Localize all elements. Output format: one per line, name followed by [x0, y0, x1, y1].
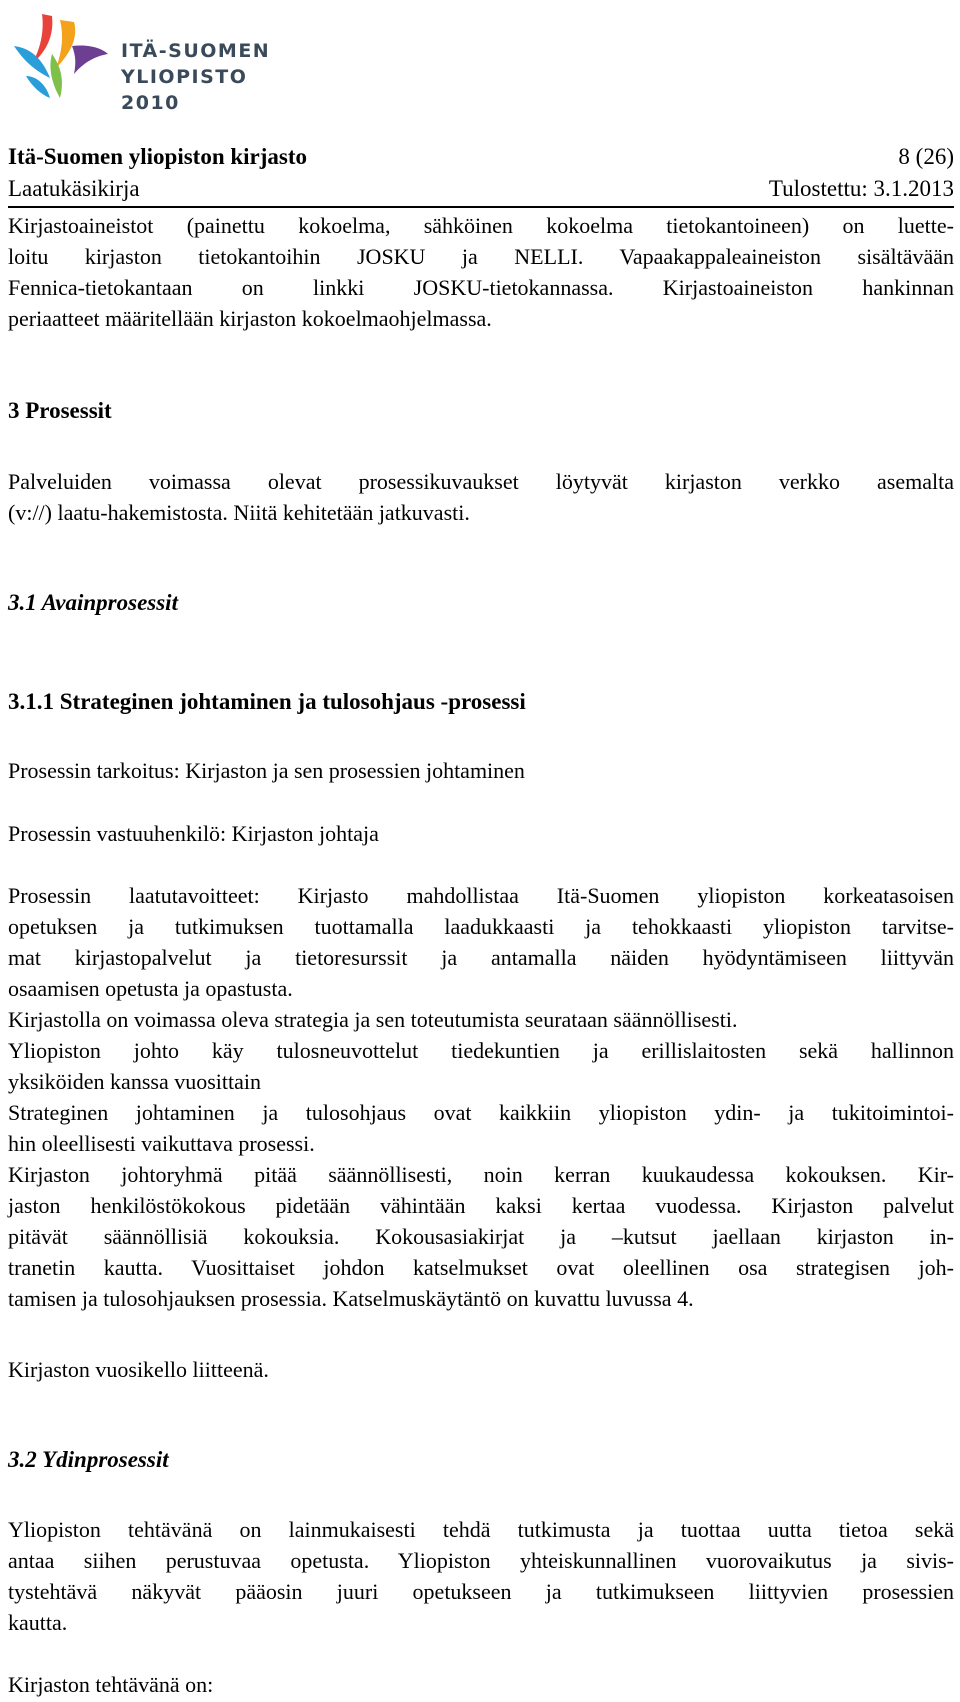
- heading-3-1-avainprosessit: 3.1 Avainprosessit: [8, 590, 178, 615]
- text-line: osaamisen opetusta ja opastusta.: [8, 976, 293, 1001]
- text-line: tystehtävä näkyvät pääosin juuri opetukseen ja tutkimukseen liittyvien prosessien: [8, 1579, 954, 1604]
- university-logo: [12, 6, 312, 114]
- text-line: periaatteet määritellään kirjaston kokoelmaohjelmassa.: [8, 306, 492, 331]
- processes-paragraph: [8, 466, 954, 528]
- intro-paragraph: [8, 210, 954, 334]
- text-line: pitävät säännöllisiä kokouksia. Kokousasiakirjat ja –kutsut jaellaan kirjaston in-: [8, 1224, 954, 1249]
- logo-line-2: YLIOPISTO 2010: [121, 66, 248, 114]
- library-tasks-lead: [8, 1669, 954, 1700]
- text-line: (v://) laatu-hakemistosta. Niitä kehitetään jatkuvasti.: [8, 500, 470, 525]
- heading-3-prosessit: 3 Prosessit: [8, 398, 112, 423]
- text-line: Palveluiden voimassa olevat prosessikuvaukset löytyvät kirjaston verkko asemalta: [8, 469, 954, 494]
- text-line: tranetin kautta. Vuosittaiset johdon katselmukset ovat oleellinen osa strategisen joh-: [8, 1255, 954, 1280]
- text-line: kautta.: [8, 1610, 68, 1635]
- text-line: Prosessin tarkoitus: Kirjaston ja sen prosessien johtaminen: [8, 758, 525, 783]
- text-line: Kirjaston vuosikello liitteenä.: [8, 1357, 269, 1382]
- annual-calendar-note: [8, 1354, 954, 1385]
- text-line: opetuksen ja tutkimuksen tuottamalla laadukkaasti ja tehokkaasti yliopiston tarvitse-: [8, 914, 954, 939]
- text-line: Fennica-tietokantaan on linkki JOSKU-tietokannassa. Kirjastoaineiston hankinnan: [8, 275, 954, 300]
- heading-3-1-1: 3.1.1 Strateginen johtaminen ja tulosohjaus -prosessi: [8, 689, 526, 714]
- text-line: antaa siihen perustuvaa opetusta. Yliopiston yhteiskunnallinen vuorovaikutus ja sivis-: [8, 1548, 954, 1573]
- text-line: jaston henkilöstökokous pidetään vähintään kaksi kertaa vuodessa. Kirjaston palvelut: [8, 1193, 954, 1218]
- text-line: Kirjastolla on voimassa oleva strategia ja sen toteutumista seurataan säännöllisesti.: [8, 1007, 738, 1032]
- logo-line-1: ITÄ-SUOMEN: [121, 40, 271, 62]
- logo-emblem-icon: [12, 6, 112, 106]
- process-owner: [8, 818, 954, 849]
- logo-text: [121, 38, 312, 116]
- text-line: mat kirjastopalvelut ja tietoresurssit ja antamalla näiden hyödyntämiseen liittyvän: [8, 945, 954, 970]
- header-title: Itä-Suomen yliopiston kirjasto: [8, 144, 308, 169]
- header-page-number: 8 (26): [898, 144, 954, 169]
- text-line: Yliopiston johto käy tulosneuvottelut tiedekuntien ja erillislaitosten sekä hallinnon: [8, 1038, 954, 1063]
- heading-3-2-ydinprosessit: 3.2 Ydinprosessit: [8, 1447, 169, 1472]
- header-doc-name: Laatukäsikirja: [8, 176, 140, 201]
- text-line: Kirjaston tehtävänä on:: [8, 1672, 214, 1697]
- text-line: Strateginen johtaminen ja tulosohjaus ovat kaikkiin yliopiston ydin- ja tukitoimintoi-: [8, 1100, 954, 1125]
- text-line: Prosessin laatutavoitteet: Kirjasto mahdollistaa Itä-Suomen yliopiston korkeatasoisen: [8, 883, 954, 908]
- text-line: loitu kirjaston tietokantoihin JOSKU ja NELLI. Vapaakappaleaineiston sisältävään: [8, 244, 954, 269]
- header-print-date: Tulostettu: 3.1.2013: [768, 176, 954, 201]
- quality-goals-paragraph: [8, 880, 954, 1314]
- text-line: yksiköiden kanssa vuosittain: [8, 1069, 261, 1094]
- process-purpose: [8, 755, 954, 786]
- header-divider: [8, 206, 954, 208]
- text-line: Yliopiston tehtävänä on lainmukaisesti tehdä tutkimusta ja tuottaa uutta tietoa sekä: [8, 1517, 954, 1542]
- text-line: Kirjastoaineistot (painettu kokoelma, sähköinen kokoelma tietokantoineen) on luette-: [8, 213, 954, 238]
- core-processes-paragraph: [8, 1514, 954, 1638]
- text-line: Kirjaston johtoryhmä pitää säännöllisesti, noin kerran kuukaudessa kokouksen. Kir-: [8, 1162, 954, 1187]
- text-line: tamisen ja tulosohjauksen prosessia. Katselmuskäytäntö on kuvattu luvussa 4.: [8, 1286, 694, 1311]
- text-line: Prosessin vastuuhenkilö: Kirjaston johtaja: [8, 821, 379, 846]
- text-line: hin oleellisesti vaikuttava prosessi.: [8, 1131, 315, 1156]
